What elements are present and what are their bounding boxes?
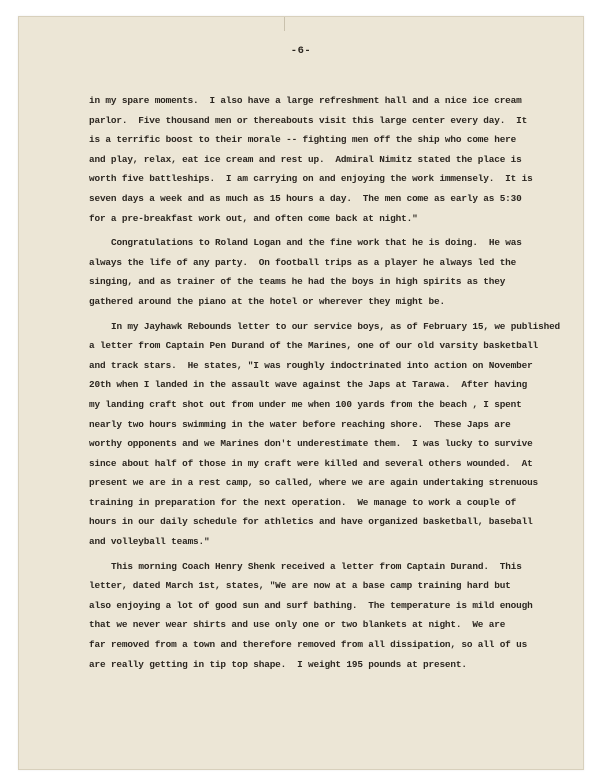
text-line: present we are in a rest camp, so called, where we are again undertaking strenuous: [89, 477, 539, 489]
text-line: in my spare moments. I also have a large refreshment hall and a nice ice cream: [89, 95, 522, 106]
text-line: worthy opponents and we Marines don't underestimate them. I was lucky to survive: [89, 438, 533, 450]
text-line: and track stars. He states, "I was roughly indoctrinated into action on November: [89, 359, 533, 371]
text-line: nearly two hours swimming in the water before reaching shore. These Japs are: [89, 418, 511, 430]
text-line: and volleyball teams.": [89, 536, 210, 548]
text-line: This morning Coach Henry Shenk received a letter from Captain Durand. This: [111, 560, 522, 572]
paragraph-coach-shenk-letter: [89, 557, 583, 675]
text-line: a letter from Captain Pen Durand of the Marines, one of our old varsity basketball: [89, 340, 539, 352]
text-line: In my Jayhawk Rebounds letter to our service boys, as of February 15, we published: [111, 320, 561, 332]
text-line: for a pre-breakfast work out, and often come back at night.": [89, 212, 418, 224]
text-line: also enjoying a lot of good sun and surf bathing. The temperature is mild enough: [89, 599, 533, 611]
text-line: gathered around the piano at the hotel or wherever they might be.: [89, 295, 445, 307]
text-line: is a terrific boost to their morale -- fighting men off the ship who come here: [89, 134, 517, 146]
text-line: always the life of any party. On football trips as a player he always led the: [89, 256, 517, 268]
text-line: seven days a week and as much as 15 hours a day. The men come as early as 5:30: [89, 192, 522, 204]
text-line: that we never wear shirts and use only one or two blankets at night. We are: [89, 619, 506, 631]
text-line: singing, and as trainer of the teams he had the boys in high spirits as they: [89, 276, 506, 288]
text-line: and play, relax, eat ice cream and rest up. Admiral Nimitz stated the place is: [89, 153, 522, 165]
text-line: since about half of those in my craft were killed and several others wounded. At: [89, 457, 533, 469]
document-page: [18, 16, 584, 770]
text-line: my landing craft shot out from under me when 100 yards from the beach , I spent: [89, 398, 522, 410]
text-line: training in preparation for the next operation. We manage to work a couple of: [89, 496, 517, 508]
text-line: are really getting in tip top shape. I weight 195 pounds at present.: [89, 658, 467, 670]
page-number: -6-: [290, 45, 312, 57]
document-body: [89, 91, 583, 679]
paragraph-jayhawk-rebounds: [89, 317, 583, 552]
paragraph-continuation: [89, 91, 583, 228]
paragraph-roland-logan: [89, 233, 583, 311]
text-line: hours in our daily schedule for athletics and have organized basketball, baseball: [89, 516, 533, 528]
paper-fold-mark: [284, 17, 285, 31]
text-line: parlor. Five thousand men or thereabouts visit this large center every day. It: [89, 114, 528, 126]
text-line: Congratulations to Roland Logan and the fine work that he is doing. He was: [111, 237, 522, 249]
text-line: worth five battleships. I am carrying on and enjoying the work immensely. It is: [89, 173, 533, 185]
text-line: 20th when I landed in the assault wave against the Japs at Tarawa. After having: [89, 379, 528, 391]
text-line: far removed from a town and therefore removed from all dissipation, so all of us: [89, 639, 528, 651]
text-line: letter, dated March 1st, states, "We are now at a base camp training hard but: [89, 580, 511, 592]
